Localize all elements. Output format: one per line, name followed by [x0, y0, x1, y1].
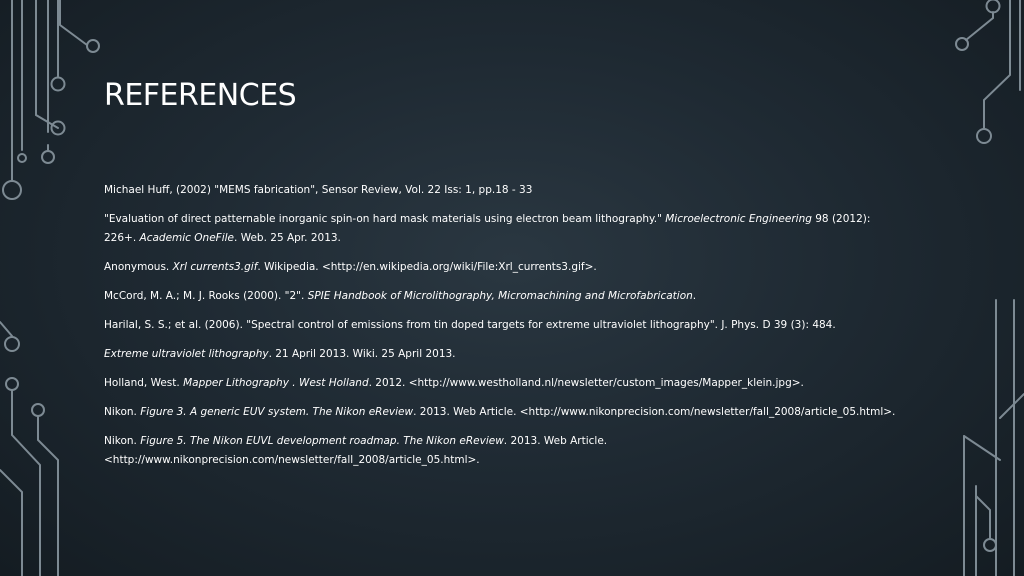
circuit-left-top: [3, 0, 99, 199]
reference-italic-text: Mapper Lithography . West Holland: [183, 377, 369, 389]
reference-item: [104, 374, 904, 393]
reference-text: . 2013. Web Article. <http://www.nikonprecision.com/newsletter/fall_2008/article_05.html>.: [104, 435, 608, 466]
circuit-left-middle: [0, 322, 19, 351]
reference-text: . Web. 25 Apr. 2013.: [234, 232, 341, 244]
reference-text: 98 (2012): 226+.: [104, 213, 871, 244]
reference-text: . 21 April 2013. Wiki. 25 April 2013.: [268, 348, 456, 360]
reference-item: [104, 345, 904, 364]
reference-item: [104, 287, 904, 306]
reference-text: .: [692, 290, 697, 302]
reference-item: [104, 258, 904, 277]
reference-text: Nikon.: [104, 435, 141, 447]
circuit-left-bottom: [0, 378, 58, 576]
reference-item: [104, 181, 904, 200]
reference-text: Harilal, S. S.; et al. (2006). "Spectral control of emissions from tin doped targets for extreme ultraviolet lithography". J. Phys. D 39 (3): 484.: [104, 319, 836, 331]
reference-italic-text: Xrl currents3.gif: [172, 261, 258, 273]
reference-text: Michael Huff, (2002) "MEMS fabrication", Sensor Review, Vol. 22 Iss: 1, pp.18 - 33: [104, 184, 533, 196]
reference-text: McCord, M. A.; M. J. Rooks (2000). "2".: [104, 290, 308, 302]
reference-italic-text: Figure 3. A generic EUV system. The Nikon eReview: [140, 406, 414, 418]
reference-italic-text: SPIE Handbook of Microlithography, Micromachining and Microfabrication: [307, 290, 693, 302]
reference-text: Holland, West.: [104, 377, 184, 389]
circuit-right-top: [956, 0, 1020, 143]
reference-text: Nikon.: [104, 406, 141, 418]
reference-item: [104, 316, 904, 335]
reference-italic-text: Extreme ultraviolet lithography: [104, 348, 269, 360]
reference-italic-text: Figure 5. The Nikon EUVL development roadmap. The Nikon eReview: [140, 435, 504, 447]
reference-text: Anonymous.: [104, 261, 173, 273]
reference-item: [104, 432, 904, 470]
reference-italic-text: Academic OneFile: [139, 232, 235, 244]
reference-text: "Evaluation of direct patternable inorganic spin-on hard mask materials using electron beam lithography.": [104, 213, 666, 225]
reference-italic-text: Microelectronic Engineering: [665, 213, 812, 225]
reference-text: . Wikipedia. <http://en.wikipedia.org/wiki/File:Xrl_currents3.gif>.: [257, 261, 597, 273]
reference-item: [104, 403, 904, 422]
references-list: [104, 181, 904, 480]
page-title: REFERENCES: [104, 78, 297, 113]
reference-text: . 2012. <http://www.westholland.nl/newsletter/custom_images/Mapper_klein.jpg>.: [368, 377, 804, 389]
circuit-right-bottom: [964, 300, 1024, 576]
reference-item: [104, 210, 904, 248]
reference-text: . 2013. Web Article. <http://www.nikonprecision.com/newsletter/fall_2008/article_05.html>.: [413, 406, 896, 418]
